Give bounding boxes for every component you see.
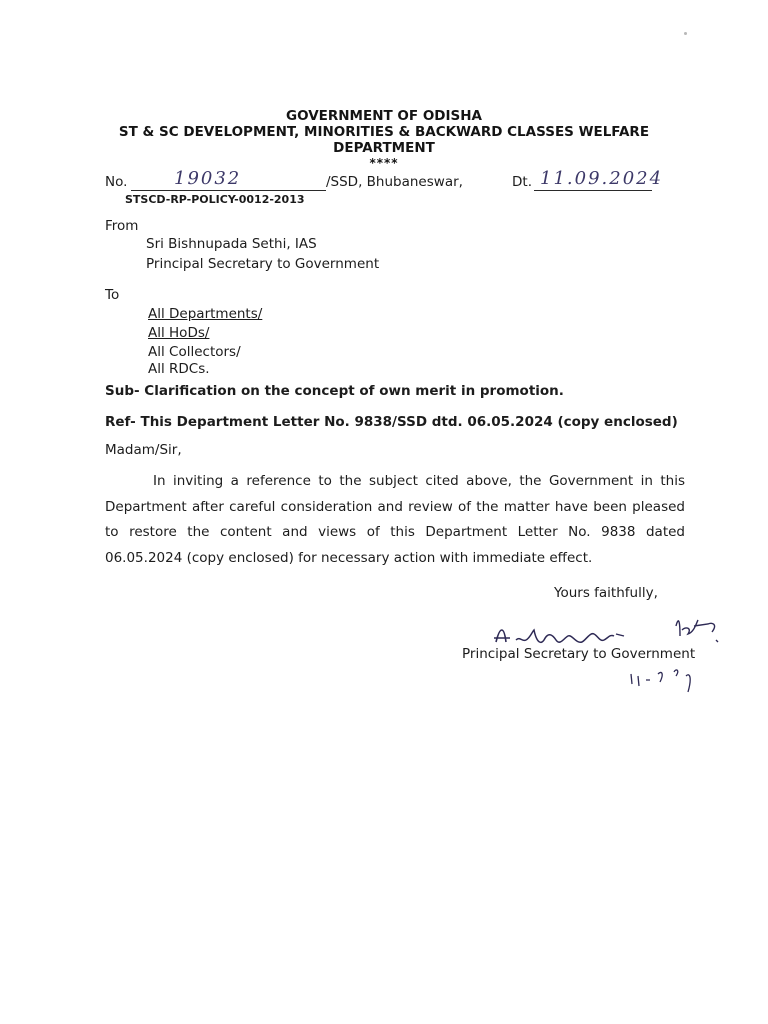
reference-line: Ref- This Department Letter No. 9838/SSD dtd. 06.05.2024 (copy enclosed) xyxy=(105,414,678,430)
recipient-departments-text: All Departments/ xyxy=(148,306,263,322)
scan-speck xyxy=(684,32,687,35)
header-department-line1: ST & SC DEVELOPMENT, MINORITIES & BACKWARD CLASSES WELFARE xyxy=(118,124,650,140)
letter-no-handwritten: 19032 xyxy=(174,168,242,189)
salutation: Madam/Sir, xyxy=(105,442,182,458)
recipient-departments xyxy=(148,306,262,322)
body-text: In inviting a reference to the subject cited above, the Government in this Department after careful consideration and review of the matter have been pleased to restore the content and views of this Department Letter No. 9838 dated 06.05.2024 (copy enclosed) for necessary action with immediate effect. xyxy=(105,473,685,566)
body-paragraph xyxy=(105,469,685,571)
date-label: Dt. xyxy=(512,174,532,190)
closing: Yours faithfully, xyxy=(554,585,658,601)
recipient-rdcs: All RDCs. xyxy=(148,361,210,377)
from-label: From xyxy=(105,218,139,234)
header-stars: **** xyxy=(369,156,399,170)
date-handwritten: 11.09.2024 xyxy=(540,168,664,189)
letter-no-suffix: /SSD, Bhubaneswar, xyxy=(326,174,463,190)
letter-no-blank xyxy=(131,190,326,191)
from-designation: Principal Secretary to Government xyxy=(146,256,380,272)
header-government: GOVERNMENT OF ODISHA xyxy=(286,108,482,124)
to-label: To xyxy=(105,287,120,303)
signatory-designation: Principal Secretary to Government xyxy=(462,646,696,662)
file-code: STSCD-RP-POLICY-0012-2013 xyxy=(125,193,305,206)
recipient-collectors: All Collectors/ xyxy=(148,344,241,360)
letter-no-label: No. xyxy=(105,174,128,190)
recipient-hods-text: All HoDs/ xyxy=(148,325,210,341)
header-department-line2: DEPARTMENT xyxy=(333,140,435,156)
subject-line: Sub- Clarification on the concept of own merit in promotion. xyxy=(105,383,564,399)
recipient-hods xyxy=(148,325,209,341)
from-name: Sri Bishnupada Sethi, IAS xyxy=(146,236,317,252)
date-blank xyxy=(534,190,652,191)
